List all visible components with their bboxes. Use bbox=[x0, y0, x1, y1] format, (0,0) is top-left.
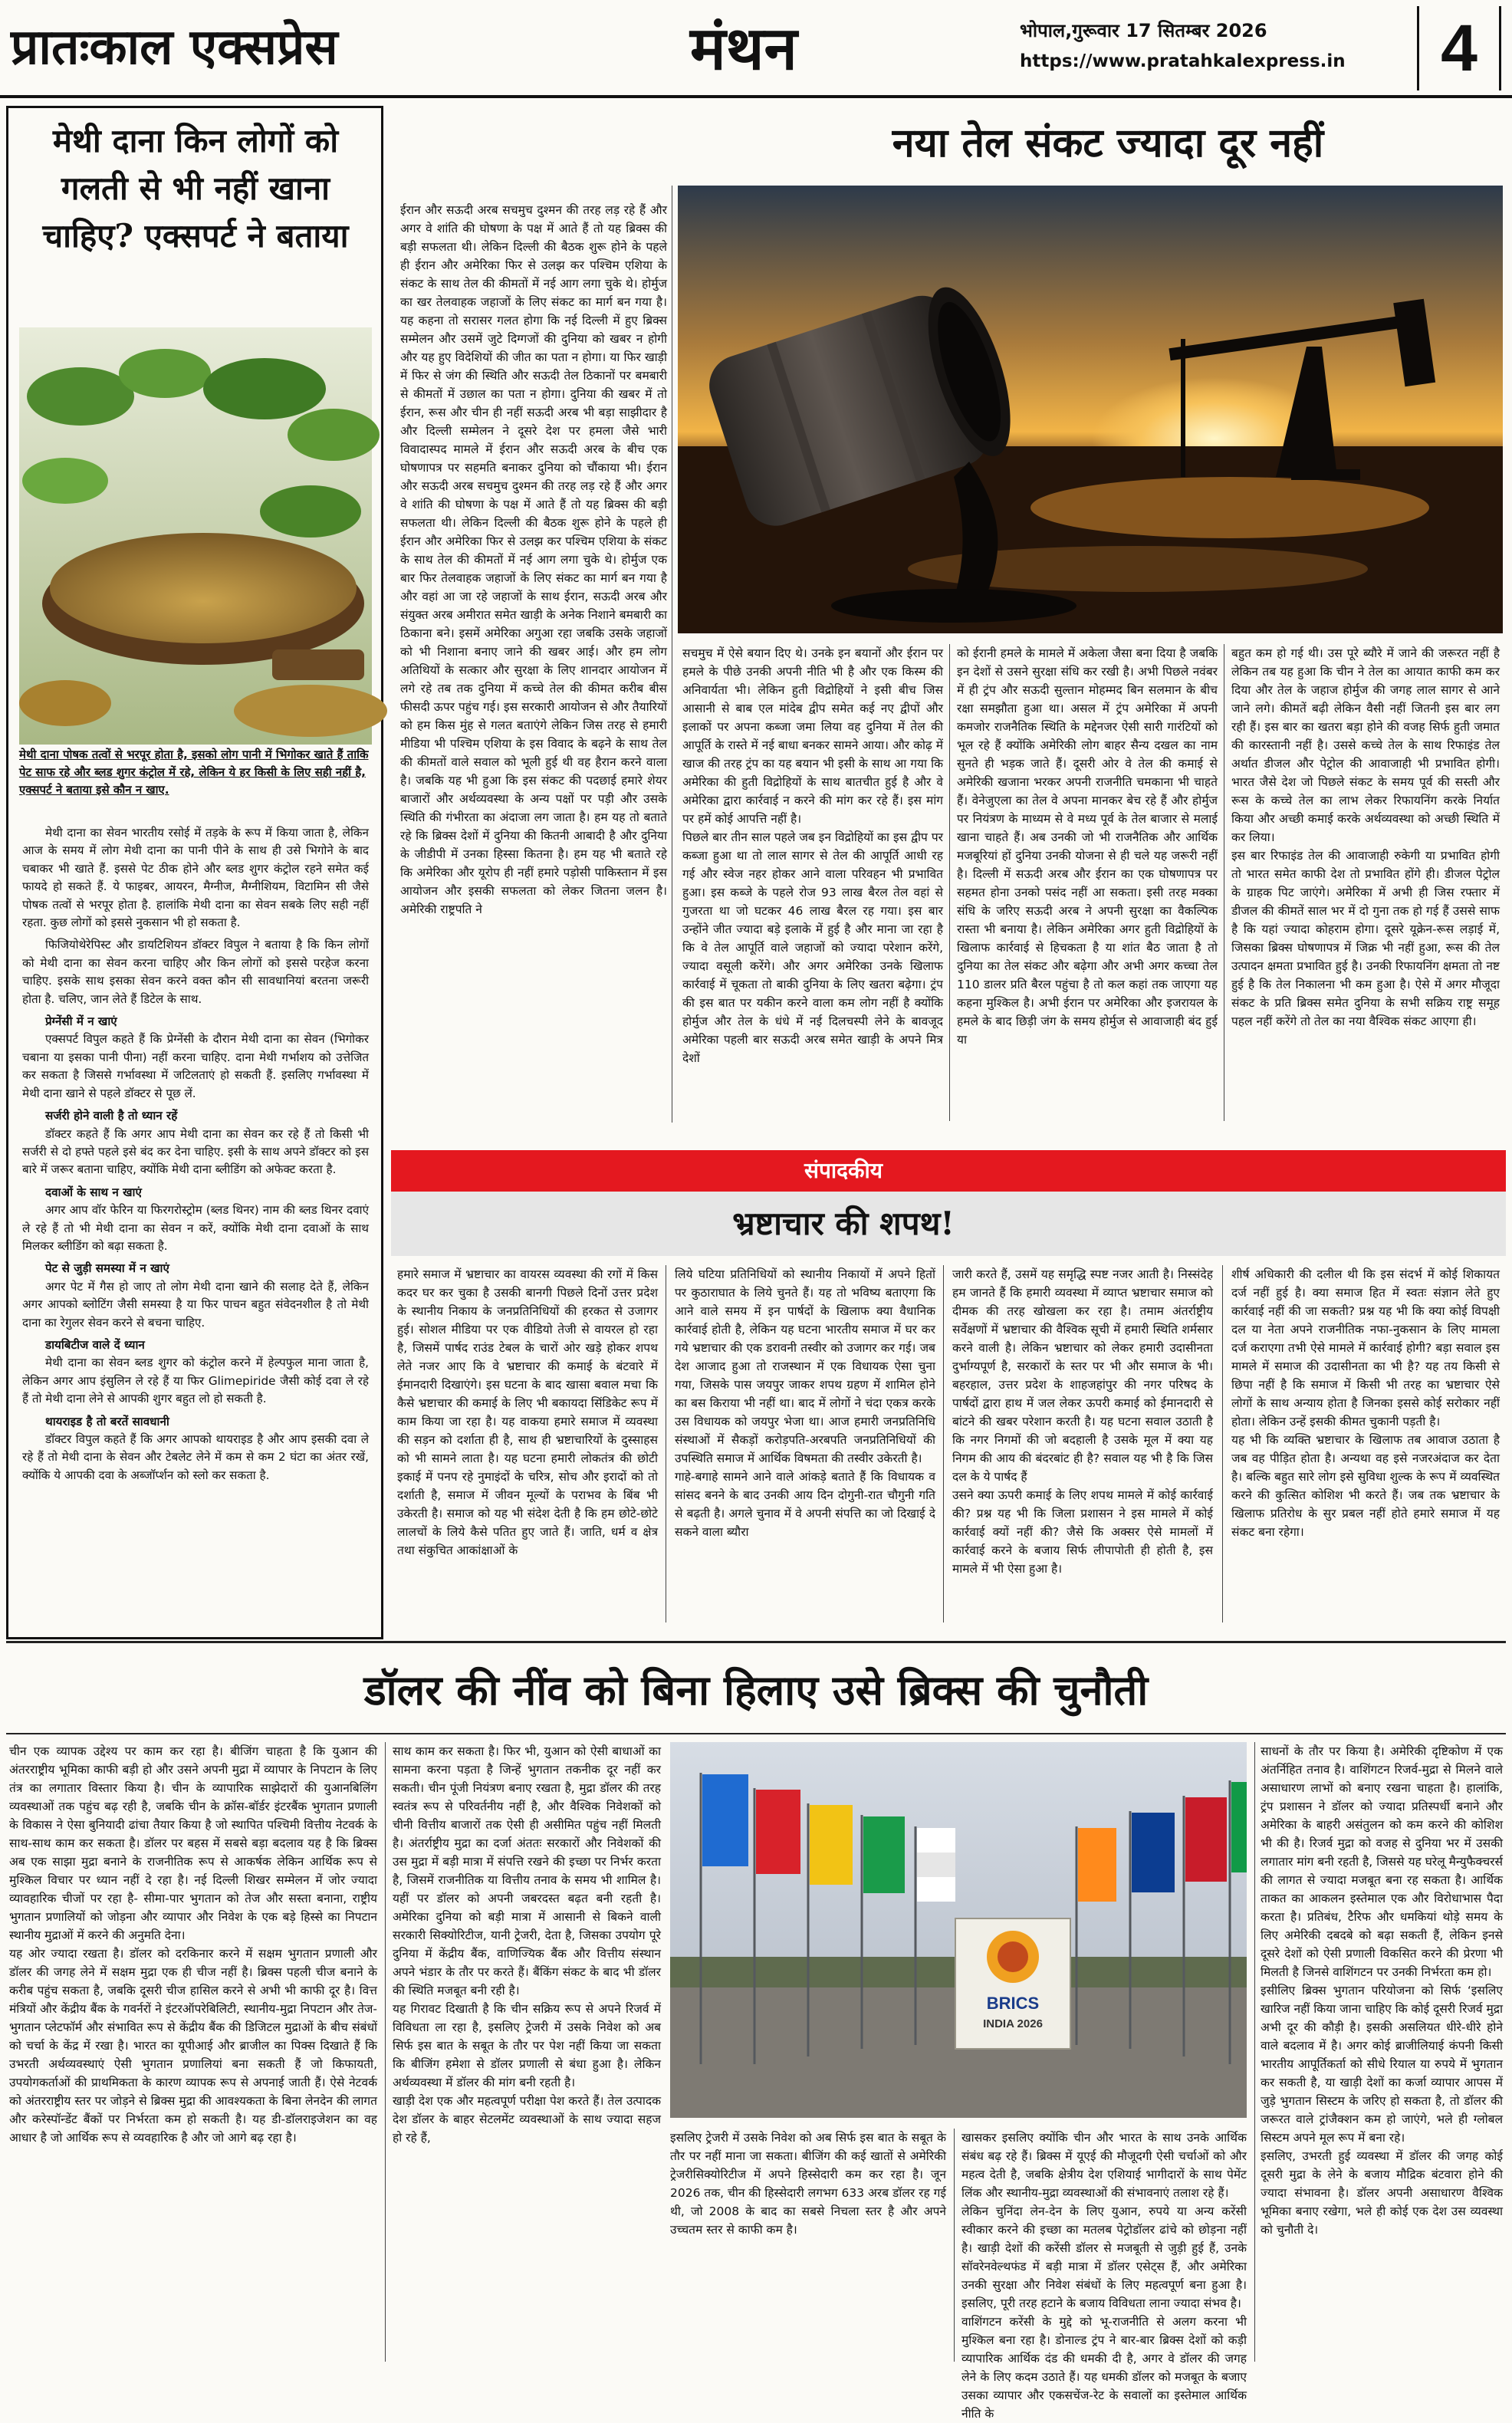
section-heading: दवाओं के साथ न खाएं bbox=[45, 1185, 142, 1199]
masthead bbox=[0, 0, 1512, 98]
paper-name: प्रातःकाल एक्सप्रेस bbox=[11, 18, 338, 76]
section-body: अगर आप वॉर फेरिन या फिरगरोस्ट्रोम (ब्लड थिनर) नाम की ब्लड थिनर दवाएं ले रहे हैं तो भी मेथी दाना का सेवन न करें, क्योंकि मेथी दाना दवाओं के साथ मिलकर ब्लीडिंग को बढ़ा सकता है. bbox=[22, 1203, 369, 1253]
editorial-headline-band bbox=[391, 1192, 1506, 1256]
section-heading: थायराइड है तो बरतें सावधानी bbox=[45, 1414, 169, 1428]
date-line: भोपाल,गुरूवार 17 सितम्बर 2026 bbox=[1020, 20, 1267, 41]
col-divider bbox=[1222, 1265, 1223, 1622]
masthead-rule bbox=[0, 95, 1512, 98]
brics-col-2: साथ काम कर सकता है। फिर भी, युआन को ऐसी बाधाओं का सामना करना पड़ता है जिन्हें भुगतान तकनीक दूर नहीं कर सकती। चीन पूंजी नियंत्रण बनाए रखता है, मुद्रा डॉलर की तरह स्वतंत्र रूप से परिवर्तनीय नहीं है, और वैश्विक निवेशकों को चीनी वित्तीय बाजारों तक ऐसी ही असीमित पहुंच नहीं मिलती है। अंतर्राष्ट्रीय मुद्रा का दर्जा अंततः सरकारों और निवेशकों की उस मुद्रा में बड़ी मात्रा में संपत्ति रखने की इच्छा पर निर्भर करता है, जिसमें राजनीतिक या वित्तीय तनाव के समय भी शामिल है। यहीं पर डॉलर को अपनी जबरदस्त बढ़त बनी रहती है। अमेरिका दुनिया को बड़ी मात्रा में आसानी से बिकने वाली सरकारी सिक्योरिटीज, यानी ट्रेजरी, देता है, जिसका उपयोग पूरे दुनिया में केंद्रीय बैंक, वाणिज्यिक बैंक और वित्तीय संस्थान अपने भंडार के तौर पर करते हैं। बैंकिंग संकट के बाद भी डॉलर की स्थिति मजबूत बनी रही है। यह गिरावट दिखाती है कि चीन सक्रिय रूप से अपने रिजर्व में विविधता ला रहा है, इसलिए ट्रेजरी में उसके निवेश को अब सिर्फ इस बात के सबूत के तौर पर पेश नहीं किया जा सकता कि बीजिंग हमेशा से डॉलर प्रणाली से बंधा हुआ है। लेकिन अर्थव्यवस्था में डॉलर की मांग बनी रहती है। खाड़ी देश एक और महत्वपूर्ण परीक्षा पेश करते हैं। तेल उत्पादक देश डॉलर के बाहर सेटलमेंट व्यवस्थाओं के साथ ज्यादा सहज हो रहे हैं, bbox=[393, 1744, 661, 2145]
col-divider bbox=[1254, 1742, 1255, 2362]
editorial-label: संपादकीय bbox=[804, 1158, 883, 1183]
left-intro-2: फिजियोथेरेपिस्ट और डायटिशियन डॉक्टर विपुल ने बताया है कि किन लोगों को मेथी दाना का सेवन करना चाहिए और किन लोगों को इससे परहेज करना चाहिए. इसके साथ इसका सेवन करने वक्त कौन सी सावधानियां बरतना जरूरी होता है. चलिए, जान लेते हैं डिटेल के साथ. bbox=[22, 938, 369, 1006]
oil-story bbox=[391, 101, 1506, 1158]
fenugreek-image bbox=[19, 327, 372, 745]
col-divider bbox=[943, 1265, 944, 1622]
editorial-col-4: शीर्ष अधिकारी की दलील थी कि इस संदर्भ में कोई शिकायत दर्ज नहीं हुई है। क्या समाज हित में स्वतः संज्ञान लेते हुए कार्रवाई नहीं की जा सकती? प्रश्न यह भी कि क्या कोई विपक्षी दल या नेता अपने राजनीतिक नफा-नुकसान के लिए मामला दर्ज कराएगा तभी ऐसे मामले में कार्रवाई होगी? बड़ा सवाल इस मामले में समाज की उदासीनता का भी है? यह तय किसी से छिपा नहीं है कि समाज में किसी भी तरह का भ्रष्टाचार ऐसे लोगों के साथ अन्याय होता है जिनका इससे कोई सरोकार नहीं होता। लेकिन उन्हें इसकी कीमत चुकानी पड़ती है। यह भी कि व्यक्ति भ्रष्टाचार के खिलाफ तब आवाज उठाता है जब वह पीड़ित होता है। अन्यथा वह इसे नजरअंदाज कर देता है। बल्कि बहुत सारे लोग इसे सुविधा शुल्क के रूप में व्यवस्थित करने की कुत्सित कोशिश भी करते हैं। जब तक भ्रष्टाचार के खिलाफ प्रतिरोध के सुर प्रबल नहीं होते हमारे समाज में यह संकट बना रहेगा। bbox=[1231, 1267, 1500, 1539]
section-title: मंथन bbox=[690, 14, 797, 84]
section-body: मेथी दाना का सेवन ब्लड शुगर को कंट्रोल करने में हेल्पफुल माना जाता है, लेकिन अगर आप इंसुलिन ले रहे हैं या फिर Glimepiride जैसी कोई दवा ले रहे हैं तो मेथी दाना लेने से आपकी शुगर बहुत लो हो सकती है. bbox=[22, 1356, 369, 1406]
left-story-body bbox=[22, 824, 369, 1632]
section-heading: सर्जरी होने वाली है तो ध्यान रहें bbox=[45, 1109, 178, 1123]
oil-story-headline: नया तेल संकट ज्यादा दूर नहीं bbox=[892, 120, 1324, 166]
section-heading: डायबिटीज वाले दें ध्यान bbox=[45, 1337, 145, 1352]
section-body: डॉक्टर कहते हैं कि अगर आप मेथी दाना का सेवन कर रहे हैं तो किसी भी सर्जरी से दो हफ्ते पहले इसे बंद कर देना चाहिए. इसी के साथ अपने डॉक्टर को इस बारे में जरूर बताना चाहिए, क्योंकि मेथी दाना ब्लीडिंग को अफेक्ट करता है. bbox=[22, 1126, 369, 1177]
page-number-box bbox=[1417, 6, 1501, 90]
col-divider bbox=[385, 1742, 386, 2362]
editorial-col-1: हमारे समाज में भ्रष्टाचार का वायरस व्यवस्था की रगों में किस कदर घर कर चुका है उसकी बानगी पिछले दिनों उत्तर प्रदेश के स्थानीय निकाय के जनप्रतिनिधियों की हरकत से उजागर हुई। सोशल मीडिया पर एक वीडियो तेजी से वायरल हो रहा है, जिसमें पार्षद राउंड टेबल के चारों ओर खड़े होकर शपथ लेते नजर आए कि वे भ्रष्टाचार की कमाई के बंटवारे में ईमानदारी दिखाएंगे। इस घटना के बाद खासा बवाल मचा कि कैसे भ्रष्टाचार की कमाई के लिए भी बकायदा सिंडिकेट रूप में काम किया जा रहा है। यह वाकया हमारे समाज में व्यवस्था की सड़न को दर्शाता ही है, साथ ही भ्रष्टाचारियों के दुस्साहस को भी सामने लाता है। यह घटना हमारी लोकतंत्र की छोटी इकाई में पनप रहे नुमाइंदों के चरित्र, सोच और इरादों को तो दर्शाती है, समाज में जीवन मूल्यों के पराभव के बिंब भी उकेरती है। समाज को यह भी संदेश देती है कि हम छोटे-छोटे लालचों के लिये कैसे पतित हुए जाते हैं। जाति, धर्म व क्षेत्र तथा संकुचित आकांक्षाओं के bbox=[397, 1267, 658, 1557]
brics-col-4: साधनों के तौर पर किया है। अमेरिकी दृष्टिकोण में एक अंतर्निहित तनाव है। वाशिंगटन रिजर्व-मुद्रा से मिलने वाले असाधारण लाभों को बनाए रखना चाहता है। हालांकि, ट्रंप प्रशासन ने डॉलर को ज्यादा प्रतिस्पर्धी बनाने और अमेरिका के बाहरी असंतुलन को कम करने की कोशिश भी की है। रिजर्व मुद्रा को वजह से दुनिया भर में उसकी लगातार मांग बनी रहती है, जिससे यह घरेलू मैन्युफैक्चरर्स की लागत से ज्यादा मजबूत बना रह सकता है। आर्थिक ताकत का आकलन इस्तेमाल एक और विरोधाभास पैदा करता है। प्रतिबंध, टैरिफ और धमकियां थोड़े समय के लिए अमेरिकी दबदबे को बढ़ा सकती हैं, लेकिन इनसे दूसरे देशों को ऐसी प्रणाली विकसित करने की प्रेरणा भी मिलती है जिनसे वाशिंगटन पर उनकी निर्भरता कम हो। इसीलिए ब्रिक्स भुगतान परियोजना को सिर्फ ‘इसलिए खारिज नहीं किया जाना चाहिए कि कोई दूसरी रिजर्व मुद्रा अभी दूर की कौड़ी है। इसकी असलियत धीरे-धीरे होने वाले बदलाव में है। अगर कोई ब्राजीलियाई कंपनी किसी भारतीय आपूर्तिकर्ता को सीधे रियाल या रुपये में भुगतान कर सकती है, या खाड़ी देशों का कर्जा व्यापार आपस में जुड़े भुगतान सिस्टम के जरिए हो सकता है, तो डॉलर की जरूरत वाले ट्रांजैक्शन कम हो जाएंगे, भले ही ग्लोबल सिस्टम अपने मूल रूप में बना रहे। इसलिए, उभरती हुई व्यवस्था में डॉलर की जगह कोई दूसरी मुद्रा के लेने के बजाय मौद्रिक बंटवारा होने की ज्यादा संभावना है। डॉलर अपनी असाधारण वैश्विक भूमिका बनाए रखेगा, भले ही कोई एक देश उस व्यवस्था को चुनौती दे। bbox=[1261, 1744, 1503, 2237]
oil-col-4: बहुत कम हो गई थी। उस पूरे ब्यौरे में जाने की जरूरत नहीं है लेकिन तब यह हुआ कि चीन ने तेल का आयात काफी कम कर दिया और तेल के जहाज होर्मुज की जगह लाल सागर से आने जाने लगे। कीमतें बढ़ी लेकिन वैसी नहीं जितनी इस बार लग रही हैं। इस बार का खतरा बड़ा होने की वजह सिर्फ हुती जमात की कारस्तानी नहीं है। उससे कच्चे तेल के साथ रिफाइंड तेल अर्थात डीजल और पेट्रोल की आवाजाही भी प्रभावित होगी। भारत जैसे देश जो पिछले संकट के समय पूर्व की सस्ती और रूस के कच्चे तेल का लाभ लेकर रिफायनिंग करके निर्यात किया और अच्छी कमाई करके अर्थव्यवस्था को अच्छी स्थिति में कर लिया। इस बार रिफाइंड तेल की आवाजाही रुकेगी या प्रभावित होगी तो भारत समेत काफी देश तो प्रभावित होंगे ही। डीजल पेट्रोल के ग्राहक पिट जाएंगे। अमेरिका में अभी ही जिस रफ्तार में डीजल की कीमतें साल भर में दो गुना तक हो गई हैं उससे साफ है कि यहां ज्यादा कोहराम होगा। दूसरे यूक्रेन-रूस लड़ाई में, जिसका ब्रिक्स घोषणापत्र में जिक्र भी नहीं हुआ, रूस की तेल उत्पादन क्षमता प्रभावित हुई है। उनकी रिफायनिंग क्षमता तो नष्ट हुई है कि तेल निकालना भी कम हुआ है। ऐसे में अगर मौजूदा संकट के प्रति ब्रिक्स समेत दुनिया के सभी सक्रिय राष्ट्र समूह पहल नहीं करेंगे तो तेल का नया वैश्विक संकट आएगा ही। bbox=[1231, 646, 1500, 1028]
section-body: अगर पेट में गैस हो जाए तो लोग मेथी दाना खाने की सलाह देते हैं, लेकिन अगर आपको ब्लोटिंग जैसी समस्या है या फिर पाचन बहुत संवेदनशील है तो मेथी दाना का रेगुलर सेवन करने से बचना चाहिए. bbox=[22, 1279, 369, 1330]
photo-caption: मेथी दाना पोषक तत्वों से भरपूर होता है, इसको लोग पानी में भिगोकर खाते हैं ताकि पेट साफ रहे और ब्लड शुगर कंट्रोल में रहे, लेकिन ये हर किसी के लिए सही नहीं है, एक्सपर्ट ने बताया इसे कौन न खाए. bbox=[19, 748, 369, 797]
brics-flags-image bbox=[670, 1742, 1247, 2118]
brics-summit-photo bbox=[670, 1742, 1247, 2118]
fenugreek-photo bbox=[19, 327, 372, 745]
oil-col-3: को ईरानी हमले के मामले में अकेला जैसा बना दिया है जबकि इन देशों से उसने सुरक्षा संधि कर रखी है। अभी पिछले नवंबर में ही ट्रंप और सऊदी सुल्तान मोहम्मद बिन सलमान के बीच रक्षा समझौता हुआ था। असल में ट्रंप अमेरिका में अपनी कमजोर राजनैतिक स्थिति के मद्देनजर ऐसी सारी गारंटियों को भूल रहे हैं क्योंकि अमेरिकी लोग बाहर सैन्य दखल का नाम सुनते ही भड़क जाते हैं। दूसरी ओर वे तेल की कमाई से अमेरिकी खजाना भरकर अपनी राजनीति चमकाना भी चाहते हैं। वेनेजुएला का तेल वे अपना मानकर बेच रहे हैं और होर्मुज पर नियंत्रण के माध्यम से वे मध्य पूर्व के तेल बाजार से मलाई खाना चाहते हैं। अब उनकी जो भी राजनैतिक और आर्थिक मजबूरियां हों दुनिया उनकी योजना से ही चले यह जरूरी नहीं है। दिल्ली में सऊदी अरब और ईरान का एक घोषणापत्र पर सहमत होना उनको पसंद नहीं आ सकता। इसी तरह मक्का संधि के जरिए सऊदी अरब ने अपनी सुरक्षा का वैकल्पिक रास्ता भी बनाया है। लेकिन अमेरिका अगर हुती विद्रोहियों के खिलाफ कार्रवाई से हिचकता है या शांत बैठ जाता है तो दुनिया का तेल संकट और बढ़ेगा और अभी अगर कच्चा तेल 110 डालर प्रति बैरल पहुंचा है तो कल कहां तक जाएगा यह कहना मुश्किल है। अभी ईरान पर अमेरिका और इजरायल के हमले के बाद छिड़ी जंग के समय होर्मुज से आवाजाही बंद हुई या bbox=[957, 646, 1218, 1047]
brics-story bbox=[6, 1645, 1506, 2421]
brics-col-3: खासकर इसलिए क्योंकि चीन और भारत के साथ उनके आर्थिक संबंध बढ़ रहे हैं। ब्रिक्स में यूएई की मौजूदगी ऐसी चर्चाओं को और महत्व देती है, जबकि क्षेत्रीय देश एशियाई भागीदारों के साथ पेमेंट लिंक और स्थानीय-मुद्रा व्यवस्थाओं की संभावनाएं तलाश रहे हैं। लेकिन चुनिंदा लेन-देन के लिए युआन, रुपये या अन्य करेंसी स्वीकार करने की इच्छा का मतलब पेट्रोडॉलर ढांचे को छोड़ना नहीं है। खाड़ी देशों की करेंसी डॉलर से मजबूती से जुड़ी हुई हैं, उनके सॉवरेनवेल्थफंड में बड़ी मात्रा में डॉलर एसेट्स हैं, और अमेरिका उनकी सुरक्षा और निवेश संबंधों के लिए महत्वपूर्ण बना हुआ है। इसलिए, पूरी तरह हटाने के बजाय विविधता लाना ज्यादा संभव है। वाशिंगटन करेंसी के मुद्दे को भू-राजनीति से अलग करना भी मुश्किल बना रहा है। डोनाल्ड ट्रंप ने बार-बार ब्रिक्स देशों को कड़ी व्यापारिक आर्थिक दंड की धमकी दी है, अगर वे डॉलर की जगह लेने के लिए कदम उठाते हैं। यह धमकी डॉलर को मजबूत के बजाए उसका व्यापार और एकसचेंज-रेट के सवालों का इस्तेमाल आर्थिक नीति के bbox=[961, 2131, 1247, 2421]
editorial-col-3: जारी करते हैं, उसमें यह समृद्धि स्पष्ट नजर आती है। निस्संदेह हम जानते हैं कि हमारी व्यवस्था में व्याप्त भ्रष्टाचार समाज को दीमक की तरह खोखला कर रहा है। तमाम अंतर्राष्ट्रीय सर्वेक्षणों में भ्रष्टाचार की वैश्विक सूची में हमारी स्थिति शर्मसार करने वाली है। लेकिन भ्रष्टाचार को लेकर हमारी उदासीनता दुर्भाग्यपूर्ण है, सरकारों के स्तर पर भी और समाज के भी। बहरहाल, उत्तर प्रदेश के शाहजहांपुर की नगर परिषद के पार्षदों द्वारा हाथ में जल लेकर ऊपरी कमाई को ईमानदारी से बांटने की खबर परेशान करती है। यह घटना सवाल उठाती है कि नगर निगमों की जो बदहाली है उसके मूल में क्या यह निगम की आय की बंदरबांट ही है? सवाल यह भी है कि जिस दल के ये पार्षद हैं उसने क्या ऊपरी कमाई के लिए शपथ मामले में कोई कार्रवाई की? प्रश्न यह भी कि जिला प्रशासन ने इस मामले में कोई कार्रवाई क्यों नहीं की? जैसे कि अक्सर ऐसे मामलों में कार्रवाई करने के बजाय सिर्फ लीपापोती ही होती है, इस मामले में भी ऐसा हुआ है। bbox=[952, 1267, 1213, 1576]
brics-sign-line-1: BRICS bbox=[986, 1994, 1040, 2013]
brics-col-1: चीन एक व्यापक उद्देश्य पर काम कर रहा है। बीजिंग चाहता है कि युआन की अंतरराष्ट्रीय भूमिका काफी बड़ी हो और उसने अपनी मुद्रा में व्यापार के निपटान के लिए तंत्र का लगातार विस्तार किया है। चीन के व्यापारिक साझेदारों की युआनबिलिंग व्यवस्थाओं तक पहुंच बढ़ रही है, जबकि चीन के क्रॉस-बॉर्डर इंटरबैंक भुगतान प्रणाली के विकास ने ऐसा बुनियादी ढांचा तैयार किया है जो स्थापित पश्चिमी वित्तीय नेटवर्क के साथ-साथ काम कर सकता है। डॉलर पर बहस में सबसे बड़ा बदलाव यह है कि ब्रिक्स अब एक साझा मुद्रा बनाने के राजनीतिक रूप से आकर्षक लेकिन आर्थिक रूप से मुश्किल विचार पर ध्यान नहीं दे रहा है। नई दिल्ली शिखर सम्मेलन में जोर ज्यादा व्यावहारिक चीजों पर रहा है- सीमा-पार भुगतान को तेज और सस्ता बनाना, राष्ट्रीय भुगतान प्रणालियों को जोड़ना और व्यापार और निवेश के एक बड़े हिस्से का निपटान स्थानीय मुद्राओं में करने की अनुमति देना। यह ओर ज्यादा रखता है। डॉलर को दरकिनार करने में सक्षम भुगतान प्रणाली और डॉलर की जगह लेने में सक्षम मुद्रा एक ही चीज नहीं है। ब्रिक्स पहली चीज बनाने के करीब पहुंच सकता है, जबकि दूसरी चीज हासिल करने से अभी भी काफी दूर है। वित्त मंत्रियों और केंद्रीय बैंक के गवर्नरों ने इंटरऑपरेबिलिटी, स्थानीय-मुद्रा निपटान और तेज-भुगतान प्लेटफॉर्म और संभावित रूप से केंद्रीय बैंक की डिजिटल मुद्राओं के बीच संबंधों को चर्चा के केंद्र में रखा है। भारत का यूपीआई और ब्राजील का पिक्स दिखाते हैं कि उभरती अर्थव्यवस्थाएं ऐसी भुगतान प्रणालियां बना सकती हैं जो किफायती, उपयोगकर्ताओं की प्राथमिकता के कारण व्यापक रूप से अपनाई जाती हैं। ऐसे नेटवर्क को अंतरराष्ट्रीय स्तर पर जोड़ने से ब्रिक्स मुद्रा की आवश्यकता के बिना लेनदेन की लागत और करेस्पॉन्डेंट बैंकों पर निर्भरता कम हो सकती है। यह डी-डॉलराइजेशन का वह आधार है जो आर्थिक रूप से व्यवहारिक है और जो आगे बढ़ रहा है। bbox=[9, 1744, 377, 2145]
headline-underline bbox=[6, 1733, 1506, 1734]
oil-field-image bbox=[678, 186, 1503, 633]
brics-headline: डॉलर की नींव को बिना हिलाए उसे ब्रिक्स की चुनौती bbox=[363, 1665, 1149, 1715]
editorial-col-2: लिये घटिया प्रतिनिधियों को स्थानीय निकायों में अपने हितों पर कुठाराघात के लिये चुनते हैं। यह तो भविष्य बताएगा कि आने वाले समय में इन पार्षदों के खिलाफ क्या वैधानिक कार्रवाई होती है, लेकिन यह घटना भारतीय समाज में घर कर गये भ्रष्टाचार की एक डरावनी तस्वीर को उजागर कर गई। जब देश आजाद हुआ तो राजस्थान में एक विधायक ऐसा चुना गया, जिसके पास जयपुर जाकर शपथ ग्रहण में शामिल होने का बस किराया भी नहीं था। बाद में लोगों ने चंदा एकत्र करके उस विधायक को जयपुर भेजा था। आज हमारी जनप्रतिनिधि संस्थाओं में सैकड़ों करोड़पति-अरबपति जनप्रतिनिधियों की उपस्थिति समाज में आर्थिक विषमता की तस्वीर उकेरती है। गाहे-बगाहे सामने आने वाले आंकड़े बताते हैं कि विधायक व सांसद बनने के बाद उनकी आय दिन दोगुनी-रात चौगुनी गति से बढ़ती है। अगले चुनाव में वे अपनी संपत्ति का जो दिखाई दे सकने वाला ब्यौरा bbox=[675, 1267, 935, 1539]
left-intro: मेथी दाना का सेवन भारतीय रसोई में तड़के के रूप में किया जाता है, लेकिन आज के समय में लोग मेथी दाना का पानी पीने के साथ ही उसे भिगोने के बाद चबाकर भी खाते हैं. इससे पेट ठीक होने और ब्लड शुगर कंट्रोल रहने समेत कई फायदे हो सकते हैं. ये फाइबर, आयरन, मैग्नीज, मैग्नीशियम, विटामिन सी जैसे पोषक तत्वों से भरपूर होता है. हालांकि मेथी दाना का सेवन सबके लिए सही नहीं रहता. कुछ लोगों को इससे नुकसान भी हो सकता है. bbox=[22, 826, 369, 930]
col-divider bbox=[949, 644, 950, 1121]
website-link[interactable]: https://www.pratahkalexpress.in bbox=[1020, 51, 1346, 71]
editorial bbox=[391, 1150, 1506, 1632]
left-story-headline: मेथी दाना किन लोगों को गलती से भी नहीं खाना चाहिए? एक्सपर्ट ने बताया bbox=[42, 122, 349, 255]
left-story bbox=[6, 106, 383, 1639]
section-heading: पेट से जुड़ी समस्या में न खाएं bbox=[45, 1261, 169, 1276]
oil-col-1: ईरान और सऊदी अरब सचमुच दुश्मन की तरह लड़ रहे हैं और अगर वे शांति की घोषणा के पक्ष में आते हैं तो यह ब्रिक्स की बड़ी सफलता थी। लेकिन दिल्ली की बैठक शुरू होने के पहले ही ईरान और अमेरिका फिर से उलझ कर पश्चिम एशिया के संकट के साथ तेल की कीमतों में नई आग लगा चुके थे। होर्मुज का खर तेलवाहक जहाजों के लिए संकट का मार्ग बन गया है। यह कहना तो सरासर गलत होगा कि नई दिल्ली में हुए ब्रिक्स सम्मेलन और उसमें जुटे दिग्गजों की दुनिया को खबर न होगी और यह हुए विदेशियों की जीत का पता न होगा। या फिर खाड़ी में फिर से जंग की स्थिति और सऊदी तेल ठिकानों पर बमबारी से कीमतों में उछाल का पता न होगा। दुनिया की खबर में तो ईरान, रूस और चीन ही नहीं सऊदी अरब भी बड़ा साझीदार है और दिल्ली सम्मेलन ने दूसरे देश पर हमला जैसे भारी विवादास्पद मामले में ईरान और सऊदी अरब के बीच एक घोषणापत्र पर सहमति बनाकर दुनिया को चौंकाया भी। ईरान और सऊदी अरब सचमुच दुश्मन की तरह लड़ रहे हैं और अगर वे शांति की घोषणा के पक्ष में आते हैं तो यह ब्रिक्स की बड़ी सफलता थी। लेकिन दिल्ली की बैठक शुरू होने के पहले ही ईरान और अमेरिका फिर से उलझ कर पश्चिम एशिया के संकट के साथ तेल की कीमतों में नई आग लगा चुके थे। होर्मुज एक बार फिर तेलवाहक जहाजों के लिए संकट का मार्ग बन गया है और वहां आ जा रहे जहाजों के साथ ईरान, सऊदी अरब और संयुक्त अरब अमीरात समेत खाड़ी के अनेक निशाने बमबारी का ठिकाना बने। इसमें अमेरिका अगुआ रहा जबकि उसके जहाजों को भी निशाना बनाए जाने की खबर आई। और हम लोग अतिथियों के सत्कार और सुरक्षा के लिए शानदार आयोजन में लगे रहे तब तक दुनिया में कच्चे तेल की कीमत करीब बीस फीसदी ऊपर पहुंच गई। इस सरकारी आयोजन से और तैयारियों को हम किस मुंह से गलत बताएंगे लेकिन जिस तरह से हमारी मीडिया भी पश्चिम एशिया के इस विवाद के बढ़ने के साथ तेल की कीमतों वाले सवाल को भूली हुई थी वह हैरान करने वाला है। जबकि यह भी हुआ कि इस संकट की पदछाई हमारे शेयर बाजारों और अर्थव्यवस्था के अन्य पक्षों पर पड़ी और उसके स्थिति की गंभीरता का अंदाजा लग जाता है। हम यह तो बताते रहे कि ब्रिक्स देशों में दुनिया की कितनी आबादी है और दुनिया के जीडीपी में उनका हिस्सा कितना है। हम यह भी बताते रहे कि अमेरिका और यूरोप ही नहीं हमारे पड़ोसी पाकिस्तान में इस आयोजन और इसकी सफलता को लेकर जितना जलन है। अमेरिकी राष्ट्रपति ने bbox=[400, 203, 667, 916]
brics-sign-line-2: INDIA 2026 bbox=[983, 2017, 1043, 2030]
col-divider bbox=[954, 2129, 955, 2362]
oil-barrel-photo bbox=[678, 186, 1503, 633]
section-body: एक्सपर्ट विपुल कहते हैं कि प्रेग्नेंसी के दौरान मेथी दाना का सेवन (भिगोकर चबाना या इसका पानी पीना) नहीं करना चाहिए. दाना मेथी गर्भाशय को उत्तेजित कर सकता है जिससे गर्भावस्था में जटिलताएं हो सकती हैं. इसलिए गर्भावस्था में मेथी दाना खाने से पहले डॉक्टर से पूछ लें. bbox=[22, 1032, 369, 1100]
page-number: 4 bbox=[1441, 12, 1477, 85]
editorial-headline: भ्रष्टाचार की शपथ! bbox=[732, 1205, 955, 1242]
section-body: डॉक्टर विपुल कहते हैं कि अगर आपको थायराइड है और आप इसकी दवा ले रहे हैं तो मेथी दाना के सेवन और टेबलेट लेने में कम से कम 2 घंटा का अंतर रखें, क्योंकि ये आपकी दवा के अब्जॉर्प्शन को स्लो कर सकता है. bbox=[22, 1432, 369, 1482]
editorial-band bbox=[391, 1150, 1506, 1192]
section-rule bbox=[6, 1641, 1506, 1643]
oil-col-2: सचमुच में ऐसे बयान दिए थे। उनके इन बयानों और ईरान पर हमले के पीछे उनकी अपनी नीति भी है और एक किस्म की अनिवार्यता भी। लेकिन हुती विद्रोहियों ने इसी बीच जिस आसानी से बाब एल मांदेब द्वीप समेत कई नए द्वीपों और इलाकों पर अपना कब्जा जमा लिया वह दुनिया में तेल की आपूर्ति के रास्ते में नई बाधा बनकर सामने आया। और कोढ़ में खाज की तरह ट्रंप का यह बयान भी इसी के साथ आ गया कि अमेरिका की हुती विद्रोहियों के साथ बातचीत हुई है और वे अमेरिका द्वारा कार्रवाई न करने की मांग कर रहे हैं। इस मांग पर हमें कोई आपत्ति नहीं है। पिछले बार तीन साल पहले जब इन विद्रोहियों का इस द्वीप पर कब्जा हुआ था तो लाल सागर से तेल की आपूर्ति आधी रह गई और स्वेज नहर होकर आने वाला परिवहन भी प्रभावित हुआ। इस कब्जे के पहले रोज 93 लाख बैरल तेल वहां से गुजरता था जो घटकर 46 लाख बैरल रह गया। इस बार उन्होंने जीत ज्यादा बड़े इलाके में हुई है और माना जा रहा है कि वे तेल आपूर्ति वाले जहाजों को ज्यादा परेशान करेंगे, ज्यादा वसूली करेंगे। और अगर अमेरिका उनके खिलाफ कार्रवाई में चूकता तो बाकी दुनिया के लिए खतरा बढ़ेगा। ट्रंप की इस बात पर यकीन करने वाला कम लोग नहीं है क्योंकि होर्मुज और तेल के धंधे में नई दिलचस्पी लेने के बावजूद अमेरिका पहली बार सऊदी अरब समेत खाड़ी के अपने मित्र देशों bbox=[682, 646, 943, 1065]
brics-col-2b: इसलिए ट्रेजरी में उसके निवेश को अब सिर्फ इस बात के सबूत के तौर पर नहीं माना जा सकता। बीजिंग की कई खातों से अमेरिकी ट्रेजरीसिक्योरिटीज में अपने हिस्सेदारी कम कर रहा है। जून 2026 तक, चीन की हिस्सेदारी लगभग 633 अरब डॉलर रह गई थी, जो 2008 के बाद का सबसे निचला स्तर है और अपने उच्चतम स्तर से काफी कम है। bbox=[670, 2131, 946, 2237]
section-heading: प्रेग्नेंसी में न खाएं bbox=[45, 1014, 117, 1029]
